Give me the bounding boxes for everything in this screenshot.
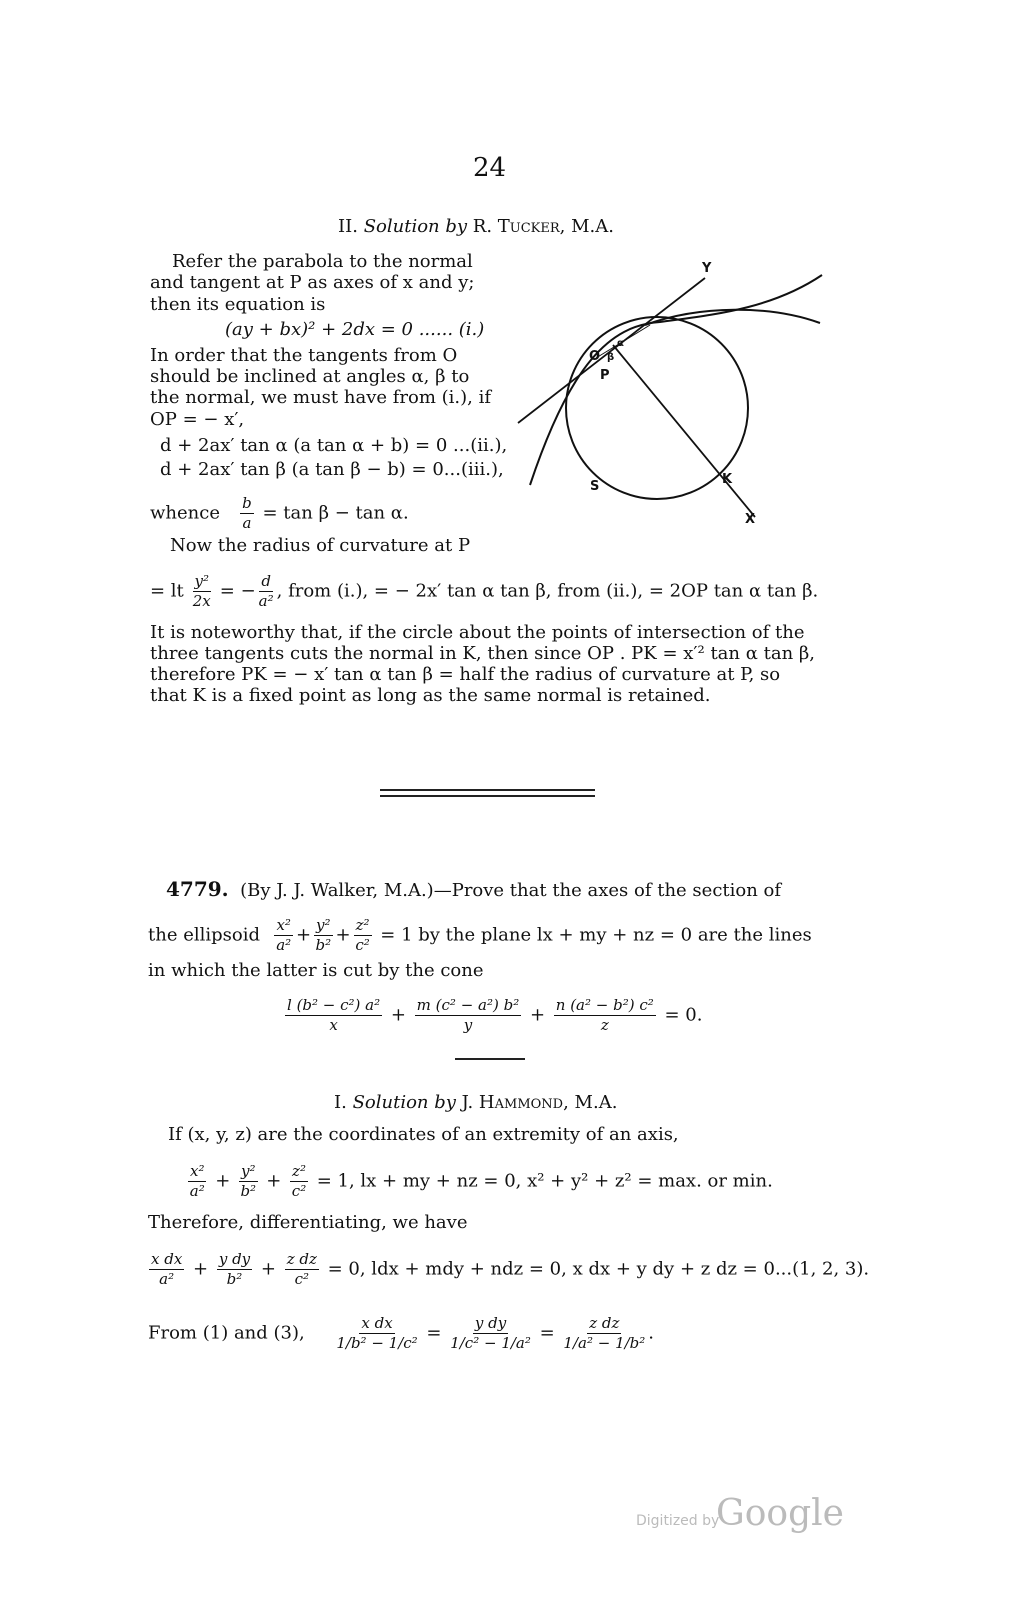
denominator: b² [240,1182,257,1200]
fraction [188,1164,206,1199]
numerator: x² [190,1162,205,1180]
fraction [450,1316,531,1351]
denominator: b² [315,936,332,954]
numerator: x² [276,916,291,934]
fraction [290,1164,308,1199]
text-line: Therefore, differentiating, we have [148,1212,468,1233]
numerator: m (c² − a²) b² [416,996,520,1014]
circle [566,317,748,499]
expr: , from (i.), = − 2x′ tan α tan β, from (ii.), = 2OP tan α tan β. [276,580,819,602]
parabola-curve [645,310,820,325]
tangent-line-y [518,278,705,423]
whence-rhs: = tan β − tan α. [262,502,409,524]
equation-i: (ay + bx)² + 2dx = 0 ...... (i.) [225,319,485,340]
fraction [149,1252,184,1287]
cone-equation: $\frac{\text{l (b² − c²) a²}}{x}$ + $\frac{\text{m (c² − a²) b²}}{y}$ + $\frac{\text{n (a² − b²) c²}}{z}$ = 0. [287,996,703,1034]
fraction [563,1316,645,1351]
ratio-line: From (1) and (3), $\frac{\text{x dx}}{\text{1/b² − 1/c²}}$ = $\frac{\text{y dy}}{\text{1/c² − 1/a²}}$ = $\frac{\text{z dz}}{\text{1/a² − 1/b²}}$ . [148,1314,655,1352]
denominator: 1/c² − 1/a² [450,1334,531,1352]
numerator: y dy [474,1314,507,1332]
question-text: (By J. J. Walker, M.A.)—Prove that the axes of the section of [240,880,782,901]
label-s: S [590,479,600,494]
label-o: O [589,349,601,364]
denominator: z [600,1016,609,1034]
fraction [336,1316,417,1351]
heading-by: Solution by [363,216,468,237]
denominator: 1/a² − 1/b² [563,1334,646,1352]
fraction [240,496,254,531]
numerator: z² [292,1162,306,1180]
solution-2-heading [338,218,614,236]
numerator: y² [241,1162,256,1180]
numerator: l (b² − c²) a² [287,996,381,1014]
fraction [554,998,656,1033]
question-number: 4779. [166,877,229,901]
short-divider [455,1058,525,1060]
fraction [239,1164,258,1199]
denominator: a² [189,1182,205,1200]
heading-number: II. [338,216,358,237]
normal-line-x [613,345,755,517]
denominator: a² [159,1270,175,1288]
watermark-prefix: Digitized by [636,1513,720,1529]
numerator: x dx [361,1314,393,1332]
denominator: c² [355,936,370,954]
label-beta: β [607,352,615,363]
text-line: If (x, y, z) are the coordinates of an extremity of an axis, [168,1124,679,1145]
text-line: OP = − x′, [150,409,245,430]
label-p: P [600,368,610,383]
text-line: three tangents cuts the normal in K, then since OP . PK = x′² tan α tan β, [150,643,816,664]
denominator: a [242,514,252,532]
fraction [193,574,212,609]
numerator: y² [316,916,331,934]
denominator: c² [294,1270,309,1288]
denominator: 1/b² − 1/c² [336,1334,418,1352]
numerator: y dy [218,1250,251,1268]
whence-word: whence [150,502,220,524]
conditions-equation: $\frac{\text{x²}}{\text{a²}}$ + $\frac{\text{y²}}{\text{b²}}$ + $\frac{\text{z²}}{\text{c²}}$ = 1, lx + my + nz = 0, x² + y² + z² = max. or min. [189,1162,773,1200]
question-4779-line-3: in which the latter is cut by the cone [148,960,484,981]
expr: = − [219,580,256,602]
fraction [415,998,522,1033]
heading-by: Solution by [352,1092,456,1113]
text-line: therefore PK = − x′ tan α tan β = half the radius of curvature at P, so [150,664,781,685]
fraction [314,918,333,953]
text-line: that K is a fixed point as long as the same normal is retained. [150,685,711,706]
text-line: Refer the parabola to the normal [172,251,473,272]
numerator: z² [355,916,370,934]
text-line: the normal, we must have from (i.), if [150,387,492,408]
page-number: 24 [473,153,507,183]
question-4779-line-1 [166,879,781,900]
denominator: y [463,1016,473,1034]
heading-author: R. Tucker, M.A. [472,216,614,237]
equation-ii: d + 2ax′ tan α (a tan α + b) = 0 ...(ii.), [160,435,508,456]
text-line: and tangent at P as axes of x and y; [150,272,475,293]
expr: = lt [150,580,184,602]
fraction [285,1252,319,1287]
fraction [285,998,382,1033]
equation-iii: d + 2ax′ tan β (a tan β − b) = 0...(iii.), [160,459,504,480]
denominator: 2x [192,592,211,610]
numerator: x dx [151,1250,183,1268]
fraction [259,574,274,609]
question-4779-line-2: the ellipsoid $\frac{\text{x²}}{\text{a²}}$ + $\frac{\text{y²}}{\text{b²}}$ + $\frac{\text{z²}}{\text{c²}}$ = 1 by the plane lx + my + nz = 0 are the lines [148,916,812,954]
expr: = 1, lx + my + nz = 0, x² + y² + z² = max. or min. [316,1170,773,1192]
solution-1-heading [334,1094,617,1112]
heading-number: I. [334,1092,347,1113]
text-line: should be inclined at angles α, β to [150,366,470,387]
numerator: b [242,494,252,512]
expr: From (1) and (3), [148,1322,305,1344]
expr: = 0. [664,1004,703,1026]
label-y: Y [702,261,712,276]
parabola-diagram [510,255,830,535]
google-watermark: Google [716,1493,844,1534]
denominator: x [329,1016,338,1034]
fraction [217,1252,252,1287]
numerator: z dz [286,1250,317,1268]
curvature-line [150,574,818,609]
fraction [274,918,292,953]
heading-author: J. Hammond, M.A. [461,1092,618,1113]
numerator: n (a² − b²) c² [555,996,654,1014]
divider [380,789,595,791]
text-line: Now the radius of curvature at P [170,535,471,556]
text-line: In order that the tangents from O [150,345,458,366]
numerator: z dz [589,1314,620,1332]
label-k: K [722,472,733,487]
numerator: d [261,572,271,590]
divider [380,795,595,797]
text-line: then its equation is [150,294,326,315]
expr: = 0, ldx + mdy + ndz = 0, x dx + y dy + z dz = 0...(1, 2, 3). [327,1258,870,1280]
whence-line [150,496,409,531]
denominator: a² [258,592,274,610]
denominator: a² [276,936,292,954]
expr: the ellipsoid [148,924,260,946]
label-alpha: α [617,338,624,349]
denominator: c² [291,1182,307,1200]
label-x: X [745,512,756,527]
denominator: b² [226,1270,243,1288]
expr: = 1 by the plane lx + my + nz = 0 are the lines [380,924,812,946]
differential-equation: $\frac{\text{x dx}}{\text{a²}}$ + $\frac{\text{y dy}}{\text{b²}}$ + $\frac{\text{z dz}}{\text{c²}}$ = 0, ldx + mdy + ndz = 0, x dx + y dy + z dz = 0...(1, 2, 3). [151,1250,870,1288]
fraction [354,918,372,953]
numerator: y² [194,572,210,590]
text-line: It is noteworthy that, if the circle about the points of intersection of the [150,622,805,643]
